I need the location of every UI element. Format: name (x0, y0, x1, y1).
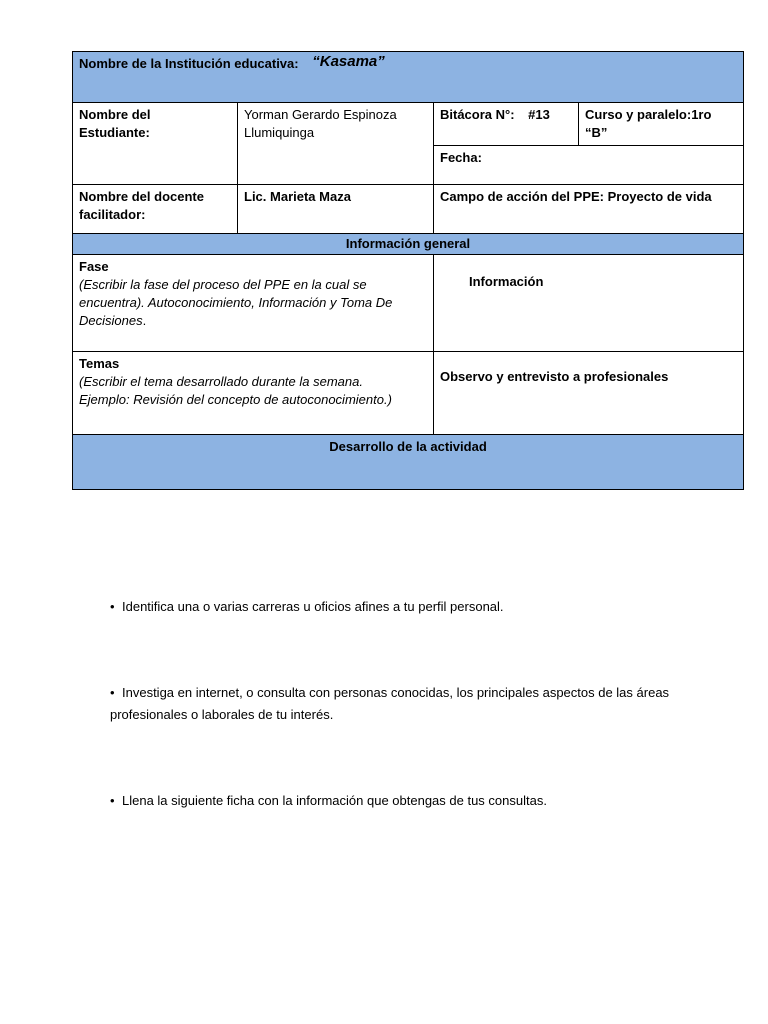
list-item (110, 596, 700, 618)
curso-cell (579, 103, 744, 146)
teacher-label-cell (73, 185, 238, 234)
bitacora-cell (434, 103, 579, 146)
student-name-line2: Llumiquinga (244, 125, 315, 140)
curso-line2: “B” (585, 125, 608, 140)
fecha-cell (434, 146, 744, 185)
teacher-name-cell (238, 185, 434, 234)
institution-name: “Kasama” (312, 53, 385, 70)
institution-header-cell (73, 52, 744, 103)
fase-cell (73, 255, 434, 352)
teacher-name: Lic. Marieta Maza (244, 189, 351, 204)
student-name-line1: Yorman Gerardo Espinoza (244, 107, 397, 122)
temas-description-line1: (Escribir el tema desarrollado durante la semana. (79, 374, 363, 389)
student-label-line2: Estudiante: (79, 125, 150, 140)
campo-text: Campo de acción del PPE: Proyecto de vida (440, 189, 712, 204)
list-item (110, 790, 700, 812)
instruction-list (110, 596, 700, 812)
list-item (110, 682, 700, 726)
list-item-text: Identifica una o varias carreras u oficios afines a tu perfil personal. (122, 599, 504, 614)
bitacora-number: #13 (528, 107, 550, 122)
bullet-icon: • (110, 793, 115, 808)
bullet-icon: • (110, 599, 115, 614)
desarrollo-title: Desarrollo de la actividad (329, 439, 487, 454)
list-item-text: Investiga en internet, o consulta con personas conocidas, los principales aspectos de las áreas profesionales o laborales de tu interés. (110, 685, 670, 722)
teacher-label-line2: facilitador: (79, 207, 146, 222)
temas-description-line2: Ejemplo: Revisión del concepto de autoconocimiento.) (79, 392, 392, 407)
list-item-text: Llena la siguiente ficha con la información que obtengas de tus consultas. (122, 793, 547, 808)
fase-value: Información (469, 274, 544, 289)
student-name-cell (238, 103, 434, 185)
temas-cell (73, 352, 434, 435)
general-info-title: Información general (345, 236, 471, 251)
student-label-line1: Nombre del (79, 107, 151, 122)
teacher-label-line1: Nombre del docente (79, 189, 204, 204)
student-label-cell (73, 103, 238, 185)
fase-label: Fase (79, 259, 109, 274)
general-info-header (73, 234, 744, 255)
fase-value-cell (434, 255, 744, 352)
curso-line1: Curso y paralelo:1ro (585, 107, 712, 122)
bitacora-label: Bitácora N°: (440, 107, 515, 122)
fecha-label: Fecha: (440, 150, 482, 165)
temas-label: Temas (79, 356, 120, 371)
bullet-icon: • (110, 685, 115, 700)
campo-cell (434, 185, 744, 234)
institution-label: Nombre de la Institución educativa: (79, 56, 299, 71)
fase-description: (Escribir la fase del proceso del PPE en la cual se encuentra). Autoconocimiento, Información y Toma De Decisiones (79, 277, 393, 328)
desarrollo-header (73, 435, 744, 490)
temas-value-cell (434, 352, 744, 435)
fase-period: . (142, 313, 147, 328)
temas-value: Observo y entrevisto a profesionales (440, 369, 669, 384)
bitacora-table (72, 51, 744, 490)
